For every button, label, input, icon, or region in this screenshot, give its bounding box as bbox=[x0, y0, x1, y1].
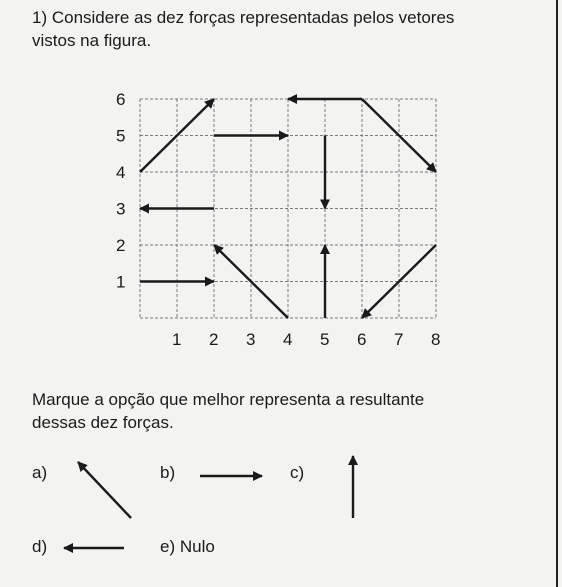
option-b-label[interactable]: b) bbox=[160, 463, 176, 482]
x-tick-label: 6 bbox=[357, 330, 367, 349]
y-tick-label: 5 bbox=[116, 126, 126, 146]
x-tick-label: 8 bbox=[431, 330, 441, 349]
y-tick-label: 2 bbox=[116, 236, 126, 255]
x-tick-label: 7 bbox=[394, 330, 404, 349]
option-e-label[interactable]: e) Nulo bbox=[160, 537, 215, 556]
option-c-label[interactable]: c) bbox=[290, 463, 305, 482]
y-tick-label: 6 bbox=[116, 90, 126, 109]
question-line-2: vistos na figura. bbox=[32, 31, 152, 50]
y-axis-labels bbox=[116, 90, 125, 292]
x-tick-label: 1 bbox=[172, 330, 182, 349]
option-a-label[interactable]: a) bbox=[32, 463, 48, 482]
prompt-line-2: dessas dez forças. bbox=[32, 413, 174, 432]
prompt-line-1: Marque a opção que melhor representa a resultante bbox=[32, 390, 425, 409]
y-tick-label: 1 bbox=[116, 272, 126, 292]
x-tick-label: 3 bbox=[246, 330, 256, 349]
x-tick-label: 4 bbox=[283, 330, 293, 349]
x-axis-labels bbox=[172, 330, 440, 349]
x-tick-label: 2 bbox=[209, 330, 219, 349]
question-line-1: 1) Considere as dez forças representadas pelos vetores bbox=[32, 8, 455, 27]
option-d-label[interactable]: d) bbox=[32, 537, 48, 556]
x-tick-label: 5 bbox=[320, 330, 330, 349]
option-a-arrow[interactable] bbox=[78, 462, 131, 518]
prompt-text bbox=[32, 388, 522, 434]
y-tick-label: 4 bbox=[116, 163, 126, 182]
y-tick-label: 3 bbox=[116, 199, 126, 219]
